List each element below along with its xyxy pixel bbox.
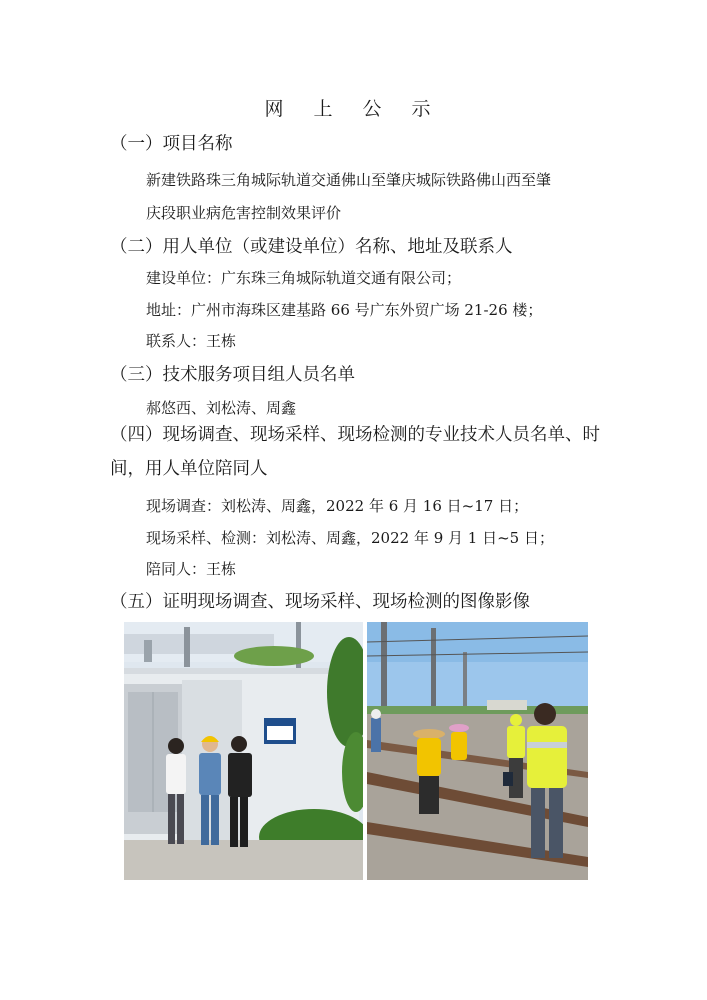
team-members: 郝悠西、刘松涛、周鑫	[146, 399, 297, 417]
site-sampling-photo	[367, 622, 588, 880]
section-2-heading: （二）用人单位（或建设单位）名称、地址及联系人	[110, 237, 513, 257]
project-name-line-2: 庆段职业病危害控制效果评价	[146, 204, 342, 222]
project-name-line-1: 新建铁路珠三角城际轨道交通佛山至肇庆城际铁路佛山西至肇	[146, 171, 552, 189]
section-5-heading: （五）证明现场调查、现场采样、现场检测的图像影像	[110, 592, 530, 612]
site-sampling-photo-image	[367, 622, 588, 880]
site-survey-photo	[124, 622, 363, 880]
construction-unit: 建设单位：广东珠三角城际轨道交通有限公司；	[146, 269, 462, 287]
page-title: 网 上 公 示	[264, 98, 443, 120]
escort-person: 陪同人：王栋	[146, 560, 237, 578]
section-3-heading: （三）技术服务项目组人员名单	[110, 365, 355, 385]
site-survey-info: 现场调查：刘松涛、周鑫，2022 年 6 月 16 日~17 日；	[146, 497, 529, 515]
site-survey-photo-image	[124, 622, 363, 880]
unit-address: 地址：广州市海珠区建基路 66 号广东外贸广场 21-26 楼；	[146, 301, 543, 319]
site-sampling-info: 现场采样、检测：刘松涛、周鑫，2022 年 9 月 1 日~5 日；	[146, 529, 554, 547]
contact-person: 联系人：王栋	[146, 332, 237, 350]
section-1-heading: （一）项目名称	[110, 134, 233, 154]
section-4-heading: （四）现场调查、现场采样、现场检测的专业技术人员名单、时间，用人单位陪同人	[110, 425, 600, 479]
